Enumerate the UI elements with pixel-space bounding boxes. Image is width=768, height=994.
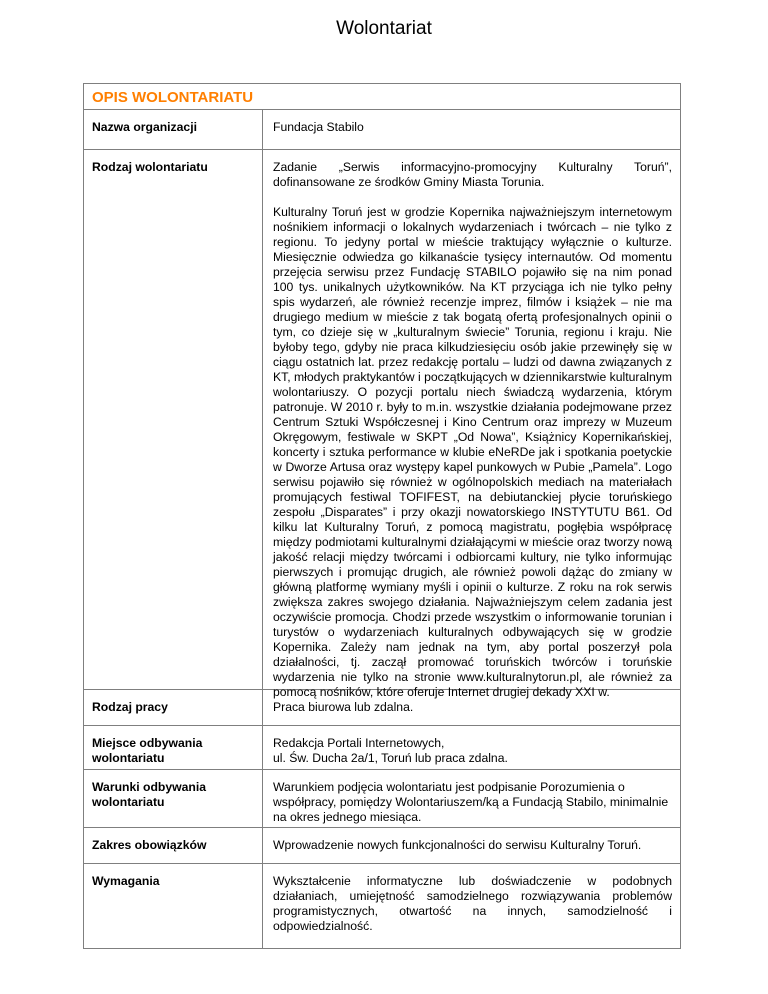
label-duties: Zakres obowiązków <box>84 828 263 863</box>
row-volunteering-type <box>84 150 680 699</box>
value-volunteering-type <box>263 150 680 699</box>
label-volunteering-type: Rodzaj wolontariatu <box>84 150 263 689</box>
label-location <box>84 726 263 769</box>
section-header: OPIS WOLONTARIATU <box>84 84 680 110</box>
task-funding-line: dofinansowane ze środków Gminy Miasta Torunia. <box>273 175 545 189</box>
row-organization-name <box>84 110 680 150</box>
row-requirements <box>84 864 680 948</box>
label-conditions-line2: wolontariatu <box>92 795 165 809</box>
label-organization-name: Nazwa organizacji <box>84 110 263 149</box>
volunteer-description-table <box>83 83 681 949</box>
label-conditions <box>84 770 263 827</box>
value-duties: Wprowadzenie nowych funkcjonalności do serwisu Kulturalny Toruń. <box>273 838 642 852</box>
row-location <box>84 726 680 770</box>
portal-description: Kulturalny Toruń jest w grodzie Kopernika najważniejszym internetowym nośnikiem informacji o lokalnych wydarzeniach i twórcach – nie tylko z regionu. To jedyny portal w mieście traktujący wyłącznie o kulturze. Miesięcznie odwiedza go kilkanaście tysięcy internautów. Od momentu przejęcia serwisu przez Fundację STABILO pojawiło się na nim ponad 100 tys. unikalnych użytkowników. Na KT przyciąga ich nie tylko pełny spis wydarzeń, ale również recenzje imprez, filmów i książek – nie ma drugiego medium w mieście z tak bogatą ofertą profesjonalnych opinii o tym, co dzieje się w „kulturalnym świecie” Torunia, regionu i kraju. Nie byłoby tego, gdyby nie praca kilkudziesięciu osób jakie przewinęły się w ciągu ostatnich lat. przez redakcję portalu – ludzi od dawna związanych z KT, młodych praktykantów i początkujących w dziennikarstwie kulturalnym wolontariuszy. O pozycji portalu niech świadczą wydarzenia, którym patronuje. W 2010 r. były to m.in. wszystkie działania podejmowane przez Centrum Sztuki Współczesnej i Kino Centrum oraz imprezy w Muzeum Okręgowym, festiwale w SKPT „Od Nowa”, Książnicy Kopernikańskiej, koncerty i sztuka performance w klubie eNeRDe jak i spotkania poetyckie w Dworze Artusa oraz występy kapel punkowych w Pubie „Pamela”. Logo serwisu pojawiło się również w ogólnopolskich mediach na materiałach promujących festiwal TOFIFEST, na debiutanckiej płycie toruńskiego zespołu „Disparates” i przy okazji nowatorskiego INSTYTUTU B61. Od kilku lat Kulturalny Toruń, z pomocą magistratu, pogłębia współpracę między podmiotami kulturalnymi działającymi w mieście oraz tworzy nową jakość relacji między twórcami i odbiorcami kultury, nie tylko informując pierwszych i promując drugich, ale również powoli dążąc do zmiany w główną platformę wymiany myśli i opinii o kulturze. Z roku na rok serwis zwiększa zakres swojego działania. Najważniejszym celem zadania jest oczywiście promocja. Chodzi przede wszystkim o informowanie torunian i turystów o wydarzeniach kulturalnych odbywających się w grodzie Kopernika. Zależy nam jednak na tym, aby portal poszerzył pola działalności, tj. zaczął promować toruńskich twórców i toruńskie wydarzenia nie tylko na stronie www.kulturalnytorun.pl, ale również za pomocą nośników, które oferuje Internet drugiej dekady XXI w. <box>273 205 672 699</box>
value-location-line1: Redakcja Portali Internetowych, <box>273 736 445 750</box>
page-title: Wolontariat <box>336 18 432 39</box>
row-duties <box>84 828 680 864</box>
task-title-line: Zadanie „Serwis informacyjno-promocyjny Kulturalny Toruń”, <box>273 160 672 174</box>
value-organization-name: Fundacja Stabilo <box>273 120 364 134</box>
value-location <box>263 726 680 769</box>
label-work-type: Rodzaj pracy <box>84 690 263 725</box>
label-requirements: Wymagania <box>84 864 263 948</box>
label-location-line1: Miejsce odbywania <box>92 736 203 750</box>
label-conditions-line1: Warunki odbywania <box>92 780 206 794</box>
value-work-type: Praca biurowa lub zdalna. <box>273 700 414 714</box>
value-requirements: Wykształcenie informatyczne lub doświadczenie w podobnych działaniach, umiejętność samodzielnego rozwiązywania problemów programistycznych, otwartość na innych, samodzielność i odpowiedzialność. <box>273 874 672 933</box>
value-conditions: Warunkiem podjęcia wolontariatu jest podpisanie Porozumienia o współpracy, pomiędzy Wolontariuszem/ką a Fundacją Stabilo, minimalnie na okres jednego miesiąca. <box>273 780 669 824</box>
label-location-line2: wolontariatu <box>92 751 165 765</box>
row-work-type <box>84 690 680 726</box>
value-location-line2: ul. Św. Ducha 2a/1, Toruń lub praca zdalna. <box>273 751 508 765</box>
row-conditions <box>84 770 680 828</box>
